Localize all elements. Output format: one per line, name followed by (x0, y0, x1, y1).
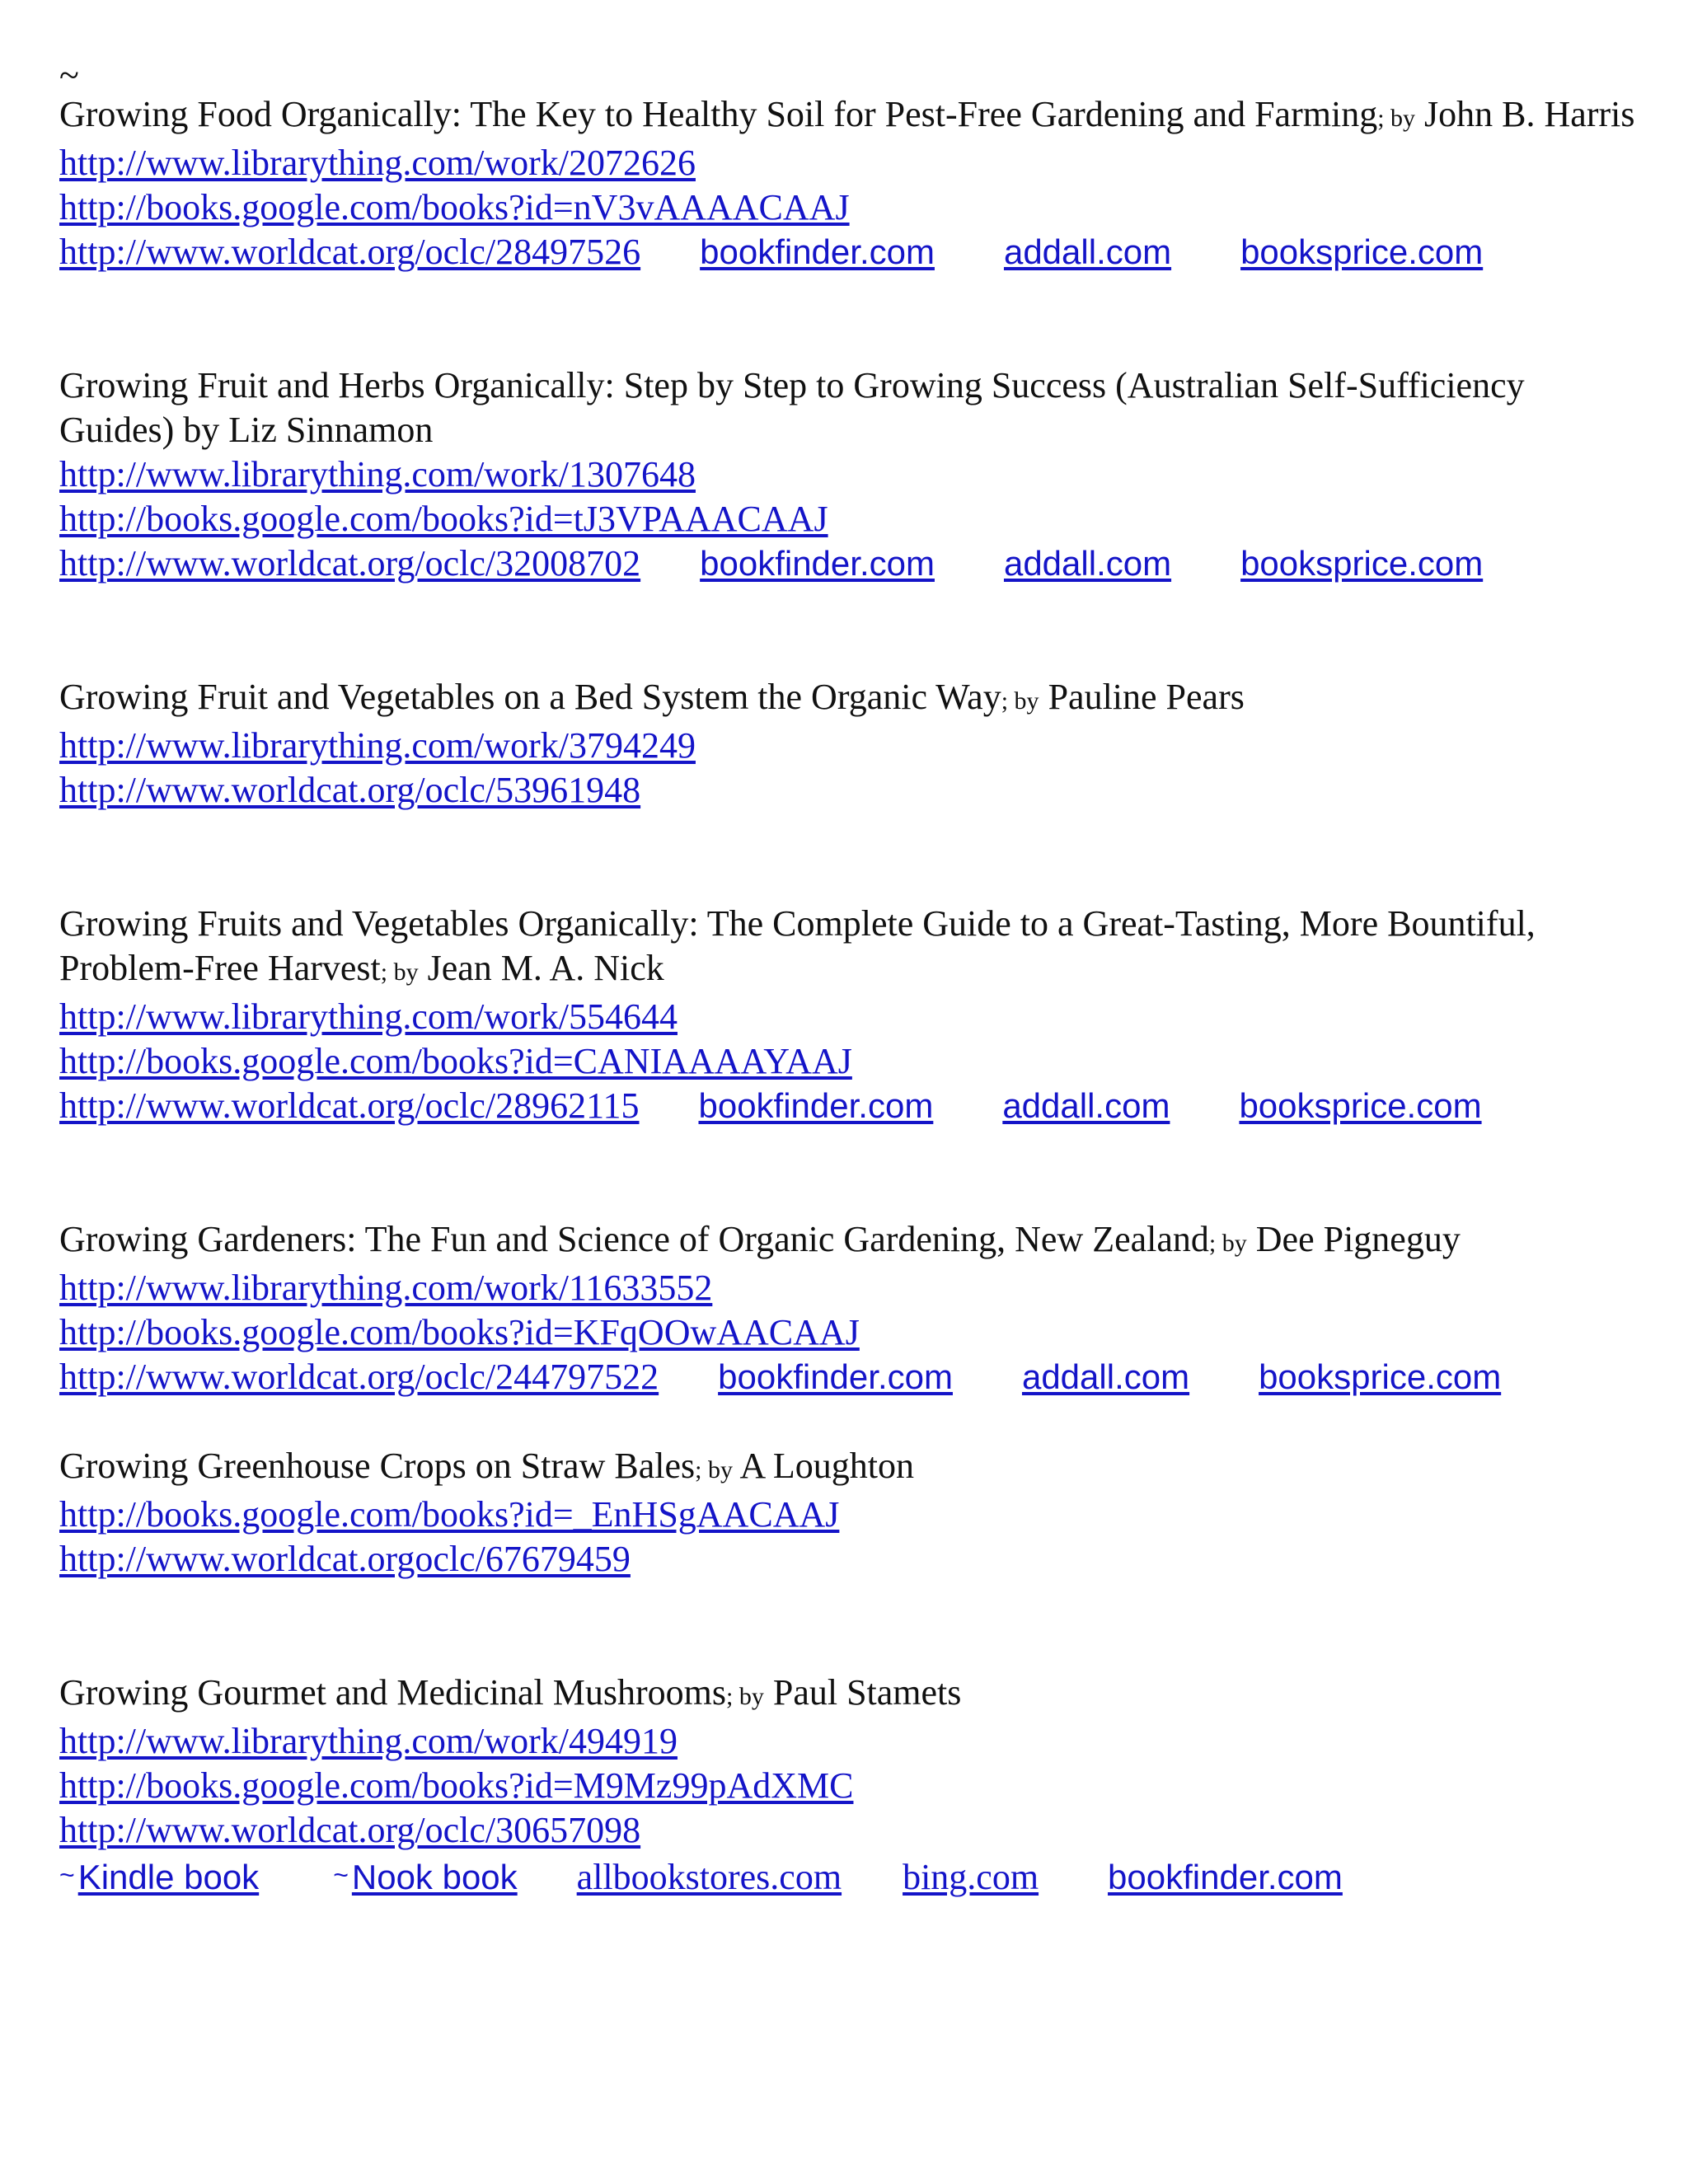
book-title-line (59, 1671, 1642, 1719)
worldcat-link[interactable]: http://www.worldcat.org/oclc/32008702 (59, 543, 641, 583)
addall-link[interactable]: addall.com (1021, 1357, 1190, 1396)
book-author: Dee Pigneguy (1255, 1219, 1461, 1259)
worldcat-link[interactable]: http://www.worldcat.org/oclc/28962115 (59, 1085, 640, 1126)
booksprice-link[interactable]: booksprice.com (1239, 1086, 1482, 1125)
worldcat-link[interactable]: http://www.worldcat.org/oclc/28497526 (59, 232, 641, 272)
book-author: Pauline Pears (1048, 677, 1245, 717)
addall-link[interactable]: addall.com (1003, 544, 1172, 583)
bookfinder-link[interactable]: bookfinder.com (700, 544, 935, 583)
google-books-link[interactable]: http://books.google.com/books?id=_EnHSgAACAAJ (59, 1494, 840, 1535)
google-books-link[interactable]: http://books.google.com/books?id=nV3vAAAACAAJ (59, 187, 850, 227)
bing-link[interactable]: bing.com (903, 1857, 1039, 1897)
book-title-line (59, 675, 1642, 724)
allbookstores-link[interactable]: allbookstores.com (576, 1857, 842, 1897)
book-title: Growing Greenhouse Crops on Straw Bales (59, 1446, 696, 1486)
addall-link[interactable]: addall.com (1003, 232, 1172, 271)
nook-book-link[interactable]: Nook book (351, 1858, 518, 1896)
tilde-marker: ~ (59, 1860, 75, 1890)
tilde-marker: ~ (333, 1860, 349, 1890)
book-entry (59, 1217, 1642, 1399)
worldcat-link[interactable]: http://www.worldcat.org/oclc/30657098 (59, 1810, 641, 1850)
librarything-link[interactable]: http://www.librarything.com/work/2072626 (59, 143, 696, 183)
booksprice-link[interactable]: booksprice.com (1240, 232, 1484, 271)
book-title-line (59, 1444, 1642, 1493)
book-entry (59, 1671, 1642, 1897)
book-title: Growing Fruit and Vegetables on a Bed System the Organic Way (59, 677, 1001, 717)
google-books-link[interactable]: http://books.google.com/books?id=KFqOOwAACAAJ (59, 1312, 860, 1352)
bookfinder-link[interactable]: bookfinder.com (1108, 1858, 1343, 1896)
by-label: ; by (695, 1456, 733, 1483)
book-title: Growing Fruits and Vegetables Organically: The Complete Guide to a Great-Tasting, More Bountiful, Problem-Free Harvest (59, 903, 1536, 988)
book-author: A Loughton (739, 1446, 914, 1486)
librarything-link[interactable]: http://www.librarything.com/work/1307648 (59, 454, 696, 494)
book-title-line (59, 1217, 1642, 1266)
librarything-link[interactable]: http://www.librarything.com/work/554644 (59, 996, 678, 1037)
book-title: Growing Gardeners: The Fun and Science of Organic Gardening, New Zealand (59, 1219, 1209, 1259)
by-label: ; by (1001, 687, 1039, 715)
book-entry (59, 363, 1642, 586)
librarything-link[interactable]: http://www.librarything.com/work/11633552 (59, 1268, 713, 1308)
book-author: John B. Harris (1424, 94, 1635, 134)
book-entry (59, 1444, 1642, 1582)
book-entry (59, 902, 1642, 1128)
bookfinder-link[interactable]: bookfinder.com (700, 232, 935, 271)
book-title: Growing Gourmet and Medicinal Mushrooms (59, 1672, 726, 1713)
book-entry (59, 92, 1642, 274)
worldcat-link[interactable]: http://www.worldcat.org/oclc/53961948 (59, 770, 641, 810)
bookfinder-link[interactable]: bookfinder.com (718, 1357, 953, 1396)
kindle-book-link[interactable]: Kindle book (77, 1858, 260, 1896)
librarything-link[interactable]: http://www.librarything.com/work/3794249 (59, 725, 696, 766)
booksprice-link[interactable]: booksprice.com (1259, 1357, 1502, 1396)
by-label: ; by (726, 1683, 764, 1710)
google-books-link[interactable]: http://books.google.com/books?id=M9Mz99pAdXMC (59, 1765, 854, 1806)
book-title: Growing Fruit and Herbs Organically: Step by Step to Growing Success (Australian Self-Sufficiency Guides) by Liz Sinnamon (59, 365, 1525, 450)
google-books-link[interactable]: http://books.google.com/books?id=CANIAAAAYAAJ (59, 1041, 852, 1081)
document-page (59, 55, 1642, 1897)
by-label: ; by (1377, 105, 1416, 132)
book-title-line (59, 902, 1642, 995)
google-books-link[interactable]: http://books.google.com/books?id=tJ3VPAAACAAJ (59, 499, 828, 539)
by-label: ; by (1208, 1230, 1247, 1257)
bookfinder-link[interactable]: bookfinder.com (698, 1086, 934, 1125)
book-author: Jean M. A. Nick (427, 948, 664, 988)
tilde-marker: ~ (59, 55, 79, 96)
book-author: Paul Stamets (772, 1672, 962, 1713)
book-title: Growing Food Organically: The Key to Healthy Soil for Pest-Free Gardening and Farming (59, 94, 1378, 134)
by-label: ; by (380, 958, 419, 986)
book-entry (59, 675, 1642, 813)
book-title-line (59, 92, 1642, 141)
booksprice-link[interactable]: booksprice.com (1240, 544, 1484, 583)
worldcat-link[interactable]: http://www.worldcat.org/oclc/244797522 (59, 1357, 659, 1397)
addall-link[interactable]: addall.com (1002, 1086, 1170, 1125)
librarything-link[interactable]: http://www.librarything.com/work/494919 (59, 1721, 678, 1761)
worldcat-link[interactable]: http://www.worldcat.orgoclc/67679459 (59, 1539, 631, 1579)
